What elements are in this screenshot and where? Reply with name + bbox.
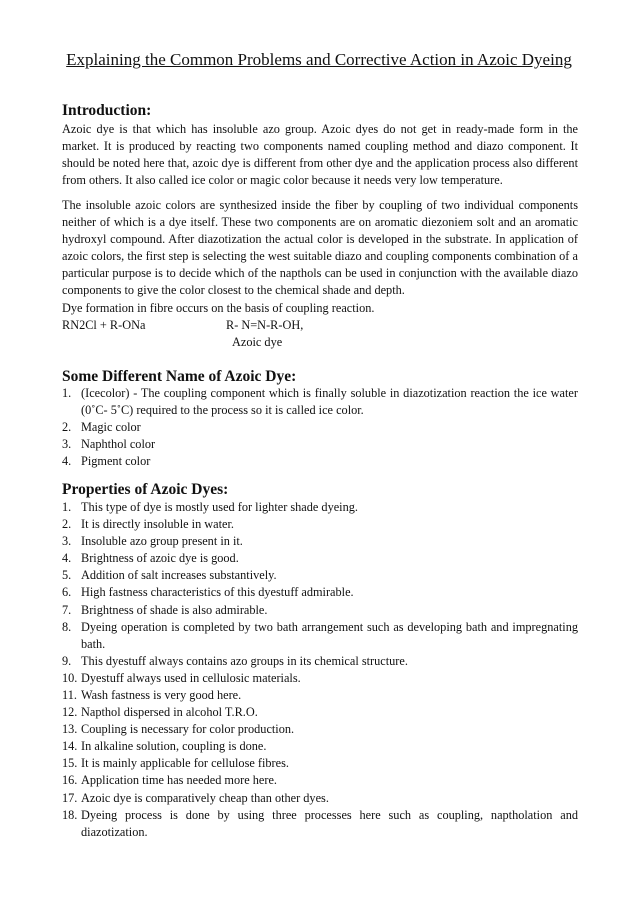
- list-item: 17. Azoic dye is comparatively cheap than other dyes.: [62, 790, 329, 805]
- reaction-product-label: Azoic dye: [232, 335, 283, 349]
- list-item: 7. Brightness of shade is also admirable.: [62, 602, 268, 617]
- list-item: 1. (Icecolor) - The coupling component which is finally soluble in diazotization reaction the ice water (0˚C- 5˚C) required to the process so it is called ice color.: [62, 386, 578, 417]
- list-item: 10. Dyestuff always used in cellulosic materials.: [62, 670, 301, 685]
- list-item: 9. This dyestuff always contains azo groups in its chemical structure.: [62, 653, 408, 668]
- list-item: 1. This type of dye is mostly used for lighter shade dyeing.: [62, 500, 358, 514]
- list-item: 11. Wash fastness is very good here.: [62, 687, 242, 702]
- list-item: 3. Insoluble azo group present in it.: [62, 534, 243, 549]
- reaction-product-formula: R- N=N-R-OH,: [226, 318, 304, 332]
- list-item: 8. Dyeing operation is completed by two bath arrangement such as developing bath and impregnating bath.: [62, 619, 578, 651]
- list-item: 18. Dyeing process is done by using three processes here such as coupling, naptholation and diazotization.: [62, 807, 578, 839]
- document-title: Explaining the Common Problems and Corrective Action in Azoic Dyeing: [66, 50, 572, 69]
- list-item: 2. It is directly insoluble in water.: [62, 517, 234, 532]
- list-item: 4. Pigment color: [62, 454, 151, 468]
- list-item: 13. Coupling is necessary for color production.: [62, 722, 295, 737]
- reaction-reactants: RN2Cl + R-ONa: [62, 318, 146, 332]
- properties-heading: Properties of Azoic Dyes:: [62, 481, 229, 498]
- list-item: 2. Magic color: [62, 420, 141, 434]
- list-item: 15. It is mainly applicable for cellulose fibres.: [62, 756, 289, 771]
- list-item: 6. High fastness characteristics of this dyestuff admirable.: [62, 585, 354, 600]
- list-item: 4. Brightness of azoic dye is good.: [62, 551, 239, 566]
- names-heading: Some Different Name of Azoic Dye:: [62, 368, 297, 385]
- list-item: 12. Napthol dispersed in alcohol T.R.O.: [62, 705, 258, 720]
- list-item: 14. In alkaline solution, coupling is done.: [62, 739, 267, 754]
- intro-paragraph-2: The insoluble azoic colors are synthesized inside the fiber by coupling of two individual components neither of which is a dye itself. These two components are on aromatic diezoniem solt and an aromatic hydroxyl compound. After diazotization the actual color is developed in the substrate. In application of azoic colors, the first step is selecting the west suitable diazo and coupling components combination of a particular purpose is to decide which of the napthols can be used in conjunction with the available diazo components to give the color closest to the chemical shade and depth.: [62, 198, 578, 297]
- intro-paragraph-1: Azoic dye is that which has insoluble azo group. Azoic dyes do not get in ready-made form in the market. It is produced by reacting two components named coupling method and diazo component. It should be noted here that, azoic dye is different from other dye and the application process also different from others. It also called ice color or magic color because it needs very low temperature.: [62, 122, 578, 187]
- properties-list: [62, 499, 578, 841]
- introduction-heading: Introduction:: [62, 102, 152, 119]
- names-list: [62, 385, 578, 470]
- list-item: 5. Addition of salt increases substantively.: [62, 568, 277, 583]
- list-item: 3. Naphthol color: [62, 437, 156, 451]
- intro-paragraph-3: Dye formation in fibre occurs on the basis of coupling reaction.: [62, 301, 375, 315]
- list-item: 16. Application time has needed more here.: [62, 773, 277, 788]
